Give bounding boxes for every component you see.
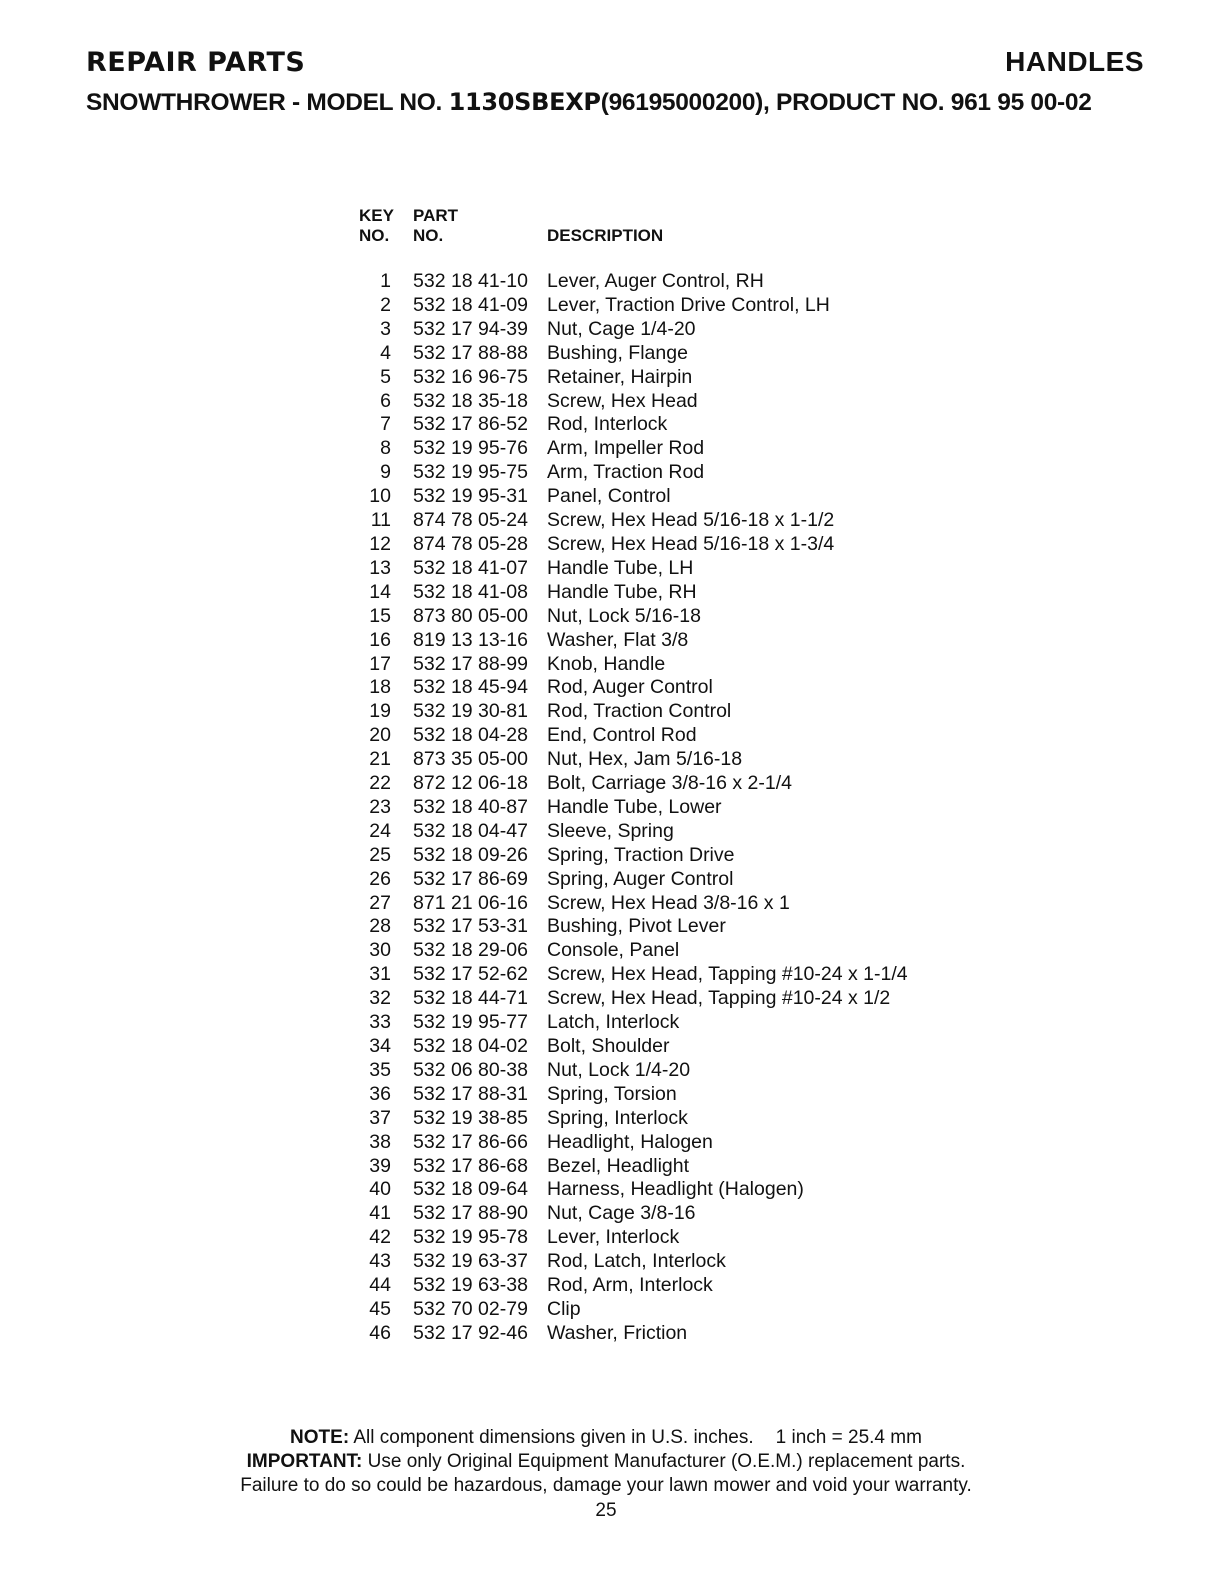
description-cell: Spring, Auger Control	[547, 867, 734, 890]
table-header-row	[355, 206, 975, 246]
description-cell: Spring, Interlock	[547, 1106, 688, 1129]
note-conversion: 1 inch = 25.4 mm	[775, 1427, 922, 1448]
description-cell: Lever, Interlock	[547, 1226, 680, 1249]
key-cell: 30	[369, 939, 391, 962]
important-label: IMPORTANT:	[246, 1451, 363, 1472]
section-title: REPAIR PARTS	[86, 47, 306, 78]
description-cell: Handle Tube, RH	[547, 580, 697, 603]
key-cell: 26	[369, 867, 391, 890]
table-row	[355, 892, 975, 916]
table-row	[355, 748, 975, 772]
part-number-cell: 532 18 41-10	[413, 270, 528, 292]
description-cell: Headlight, Halogen	[547, 1130, 713, 1153]
part-number-cell: 873 35 05-00	[413, 748, 528, 771]
description-cell: Handle Tube, LH	[547, 556, 694, 579]
table-row	[355, 963, 975, 987]
table-row	[355, 1131, 975, 1155]
part-number-cell: 532 17 86-68	[413, 1154, 528, 1177]
table-row	[355, 318, 975, 342]
description-cell: Harness, Headlight (Halogen)	[547, 1178, 804, 1201]
table-row	[355, 533, 975, 557]
part-number-cell: 532 18 44-71	[413, 987, 528, 1010]
table-row	[355, 1155, 975, 1179]
key-cell: 22	[369, 772, 391, 795]
description-cell: Spring, Torsion	[547, 1082, 677, 1105]
key-cell: 11	[370, 509, 391, 532]
description-cell: Panel, Control	[547, 485, 671, 508]
col-header-description: DESCRIPTION	[547, 226, 664, 245]
table-row	[355, 270, 975, 294]
description-cell: Sleeve, Spring	[547, 819, 674, 842]
col-header-part-line1: PART	[413, 206, 459, 225]
note-label: NOTE:	[290, 1427, 350, 1448]
page-number: 25	[595, 1500, 617, 1521]
part-number-cell: 532 18 41-07	[413, 556, 528, 579]
model-number: 1130SBEXP	[448, 88, 601, 116]
part-number-cell: 532 19 95-31	[413, 485, 528, 508]
table-row	[355, 413, 975, 437]
key-cell: 43	[369, 1250, 391, 1273]
table-row	[355, 581, 975, 605]
key-cell: 45	[369, 1297, 391, 1320]
description-cell: Nut, Lock 1/4-20	[547, 1058, 691, 1081]
table-row	[355, 437, 975, 461]
important-line	[0, 1451, 1212, 1473]
part-number-cell: 532 19 63-38	[413, 1274, 528, 1297]
table-row	[355, 1250, 975, 1274]
subtitle-suffix: (96195000200), PRODUCT NO. 961 95 00-02	[600, 89, 1092, 116]
part-number-cell: 532 18 09-26	[413, 843, 528, 866]
table-row	[355, 1107, 975, 1131]
description-cell: Screw, Hex Head 5/16-18 x 1-1/2	[547, 509, 835, 532]
part-number-cell: 819 13 13-16	[413, 628, 528, 651]
part-number-cell: 871 21 06-16	[413, 891, 528, 914]
part-number-cell: 532 17 92-46	[413, 1321, 528, 1344]
part-number-cell: 532 19 95-78	[413, 1226, 528, 1249]
table-row	[355, 915, 975, 939]
description-cell: Spring, Traction Drive	[547, 843, 735, 866]
part-number-cell: 532 16 96-75	[413, 365, 528, 388]
table-row	[355, 987, 975, 1011]
description-cell: Nut, Cage 3/8-16	[547, 1202, 696, 1225]
description-cell: Rod, Traction Control	[547, 700, 732, 723]
key-cell: 8	[380, 437, 391, 460]
key-cell: 27	[369, 891, 391, 914]
table-row	[355, 1059, 975, 1083]
description-cell: End, Control Rod	[547, 724, 697, 747]
key-cell: 20	[369, 724, 391, 747]
part-number-cell: 874 78 05-24	[413, 509, 528, 532]
table-row	[355, 366, 975, 390]
key-cell: 25	[369, 843, 391, 866]
key-cell: 17	[369, 652, 391, 675]
key-cell: 14	[369, 580, 391, 603]
part-number-cell: 532 17 88-90	[413, 1202, 528, 1225]
description-cell: Rod, Arm, Interlock	[547, 1274, 713, 1297]
key-cell: 39	[369, 1154, 391, 1177]
subtitle-prefix: SNOWTHROWER - MODEL NO.	[86, 89, 449, 116]
key-cell: 4	[380, 341, 391, 364]
key-cell: 21	[369, 748, 391, 771]
part-number-cell: 532 18 41-09	[413, 293, 528, 316]
table-row	[355, 605, 975, 629]
col-header-part	[413, 206, 547, 246]
key-cell: 46	[369, 1321, 391, 1344]
table-row	[355, 939, 975, 963]
table-row	[355, 390, 975, 414]
description-cell: Arm, Traction Rod	[547, 461, 705, 484]
key-cell: 1	[380, 270, 391, 292]
description-cell: Bezel, Headlight	[547, 1154, 690, 1177]
part-number-cell: 532 17 88-88	[413, 341, 528, 364]
table-row	[355, 1202, 975, 1226]
key-cell: 38	[369, 1130, 391, 1153]
table-row	[355, 1322, 975, 1346]
table-row	[355, 1298, 975, 1322]
description-cell: Arm, Impeller Rod	[547, 437, 705, 460]
description-cell: Retainer, Hairpin	[547, 365, 693, 388]
table-row	[355, 1274, 975, 1298]
key-cell: 37	[369, 1106, 391, 1129]
key-cell: 36	[369, 1082, 391, 1105]
part-number-cell: 532 18 04-28	[413, 724, 528, 747]
table-row	[355, 342, 975, 366]
part-number-cell: 872 12 06-18	[413, 772, 528, 795]
description-cell: Washer, Friction	[547, 1321, 688, 1344]
col-header-key	[355, 206, 413, 246]
part-number-cell: 532 18 45-94	[413, 676, 528, 699]
part-number-cell: 532 70 02-79	[413, 1297, 528, 1320]
key-cell: 3	[380, 317, 391, 340]
table-row	[355, 629, 975, 653]
key-cell: 41	[369, 1202, 391, 1225]
key-cell: 24	[369, 819, 391, 842]
description-cell: Screw, Hex Head	[547, 389, 698, 412]
key-cell: 42	[369, 1226, 391, 1249]
table-row	[355, 294, 975, 318]
description-cell: Bushing, Flange	[547, 341, 688, 364]
table-row	[355, 796, 975, 820]
part-number-cell: 532 18 04-47	[413, 819, 528, 842]
key-cell: 44	[369, 1274, 391, 1297]
description-cell: Console, Panel	[547, 939, 680, 962]
part-number-cell: 532 17 94-39	[413, 317, 528, 340]
important-text: Use only Original Equipment Manufacturer (O.E.M.) replacement parts.	[362, 1451, 966, 1472]
part-number-cell: 532 17 53-31	[413, 915, 528, 938]
description-cell: Nut, Hex, Jam 5/16-18	[547, 748, 743, 771]
part-number-cell: 532 17 88-31	[413, 1082, 528, 1105]
table-row	[355, 820, 975, 844]
key-cell: 10	[369, 485, 391, 508]
description-cell: Knob, Handle	[547, 652, 666, 675]
table-row	[355, 653, 975, 677]
description-cell: Washer, Flat 3/8	[547, 628, 689, 651]
description-cell: Rod, Interlock	[547, 413, 668, 436]
key-cell: 15	[369, 604, 391, 627]
col-header-key-line1: KEY	[359, 206, 394, 225]
part-number-cell: 532 19 95-76	[413, 437, 528, 460]
description-cell: Nut, Cage 1/4-20	[547, 317, 696, 340]
description-cell: Handle Tube, Lower	[547, 795, 722, 818]
model-subtitle	[86, 88, 1144, 117]
description-cell: Bolt, Shoulder	[547, 1035, 670, 1057]
key-cell: 34	[369, 1035, 391, 1057]
key-cell: 33	[369, 1011, 391, 1034]
description-cell: Rod, Auger Control	[547, 676, 713, 699]
description-cell: Screw, Hex Head 5/16-18 x 1-3/4	[547, 532, 835, 555]
part-number-cell: 532 17 52-62	[413, 963, 528, 986]
table-row	[355, 724, 975, 748]
part-number-cell: 532 17 86-69	[413, 867, 528, 890]
table-row	[355, 868, 975, 892]
parts-table	[355, 206, 975, 1346]
part-number-cell: 532 17 86-52	[413, 413, 528, 436]
description-cell: Screw, Hex Head, Tapping #10-24 x 1-1/4	[547, 963, 908, 986]
key-cell: 7	[380, 413, 391, 436]
description-cell: Clip	[547, 1297, 581, 1320]
part-number-cell: 532 18 35-18	[413, 389, 528, 412]
part-number-cell: 532 17 88-99	[413, 652, 528, 675]
table-row	[355, 1083, 975, 1107]
description-cell: Latch, Interlock	[547, 1011, 680, 1034]
part-number-cell: 532 19 95-75	[413, 461, 528, 484]
part-number-cell: 532 19 38-85	[413, 1106, 528, 1129]
table-row	[355, 1011, 975, 1035]
part-number-cell: 532 06 80-38	[413, 1058, 528, 1081]
key-cell: 32	[369, 987, 391, 1010]
warning-line: Failure to do so could be hazardous, damage your lawn mower and void your warranty.	[240, 1475, 972, 1496]
part-number-cell: 532 19 63-37	[413, 1250, 528, 1273]
key-cell: 16	[369, 628, 391, 651]
table-row	[355, 485, 975, 509]
description-cell: Screw, Hex Head 3/8-16 x 1	[547, 891, 790, 914]
part-number-cell: 532 18 41-08	[413, 580, 528, 603]
table-row	[355, 509, 975, 533]
description-cell: Nut, Lock 5/16-18	[547, 604, 701, 627]
part-number-cell: 532 19 95-77	[413, 1011, 528, 1034]
key-cell: 2	[380, 293, 391, 316]
part-number-cell: 532 19 30-81	[413, 700, 528, 723]
key-cell: 12	[369, 532, 391, 555]
table-row	[355, 844, 975, 868]
note-text: All component dimensions given in U.S. inches.	[349, 1427, 754, 1448]
subsection-title: HANDLES	[1005, 46, 1144, 77]
key-cell: 9	[380, 461, 391, 484]
key-cell: 13	[369, 556, 391, 579]
table-row	[355, 676, 975, 700]
parts-table-body	[355, 270, 975, 1346]
part-number-cell: 532 18 29-06	[413, 939, 528, 962]
description-cell: Lever, Traction Drive Control, LH	[547, 293, 830, 316]
table-row	[355, 557, 975, 581]
col-header-part-line2: NO.	[413, 226, 444, 245]
key-cell: 6	[380, 389, 391, 412]
key-cell: 40	[369, 1178, 391, 1201]
key-cell: 18	[369, 676, 391, 699]
table-row	[355, 461, 975, 485]
part-number-cell: 532 18 04-02	[413, 1035, 528, 1057]
table-row	[355, 1035, 975, 1059]
part-number-cell: 532 18 40-87	[413, 795, 528, 818]
description-cell: Screw, Hex Head, Tapping #10-24 x 1/2	[547, 987, 891, 1010]
key-cell: 35	[369, 1058, 391, 1081]
description-cell: Bolt, Carriage 3/8-16 x 2-1/4	[547, 772, 792, 795]
key-cell: 28	[369, 915, 391, 938]
key-cell: 5	[380, 365, 391, 388]
header-row	[86, 46, 1144, 80]
key-cell: 31	[369, 963, 391, 986]
table-row	[355, 1178, 975, 1202]
part-number-cell: 532 18 09-64	[413, 1178, 528, 1201]
col-header-key-line2: NO.	[359, 226, 390, 245]
table-row	[355, 1226, 975, 1250]
key-cell: 23	[369, 795, 391, 818]
description-cell: Bushing, Pivot Lever	[547, 915, 726, 938]
table-row	[355, 700, 975, 724]
table-row	[355, 772, 975, 796]
key-cell: 19	[369, 700, 391, 723]
part-number-cell: 874 78 05-28	[413, 532, 528, 555]
description-cell: Lever, Auger Control, RH	[547, 270, 764, 292]
part-number-cell: 873 80 05-00	[413, 604, 528, 627]
note-line	[0, 1427, 1212, 1449]
part-number-cell: 532 17 86-66	[413, 1130, 528, 1153]
description-cell: Rod, Latch, Interlock	[547, 1250, 726, 1273]
